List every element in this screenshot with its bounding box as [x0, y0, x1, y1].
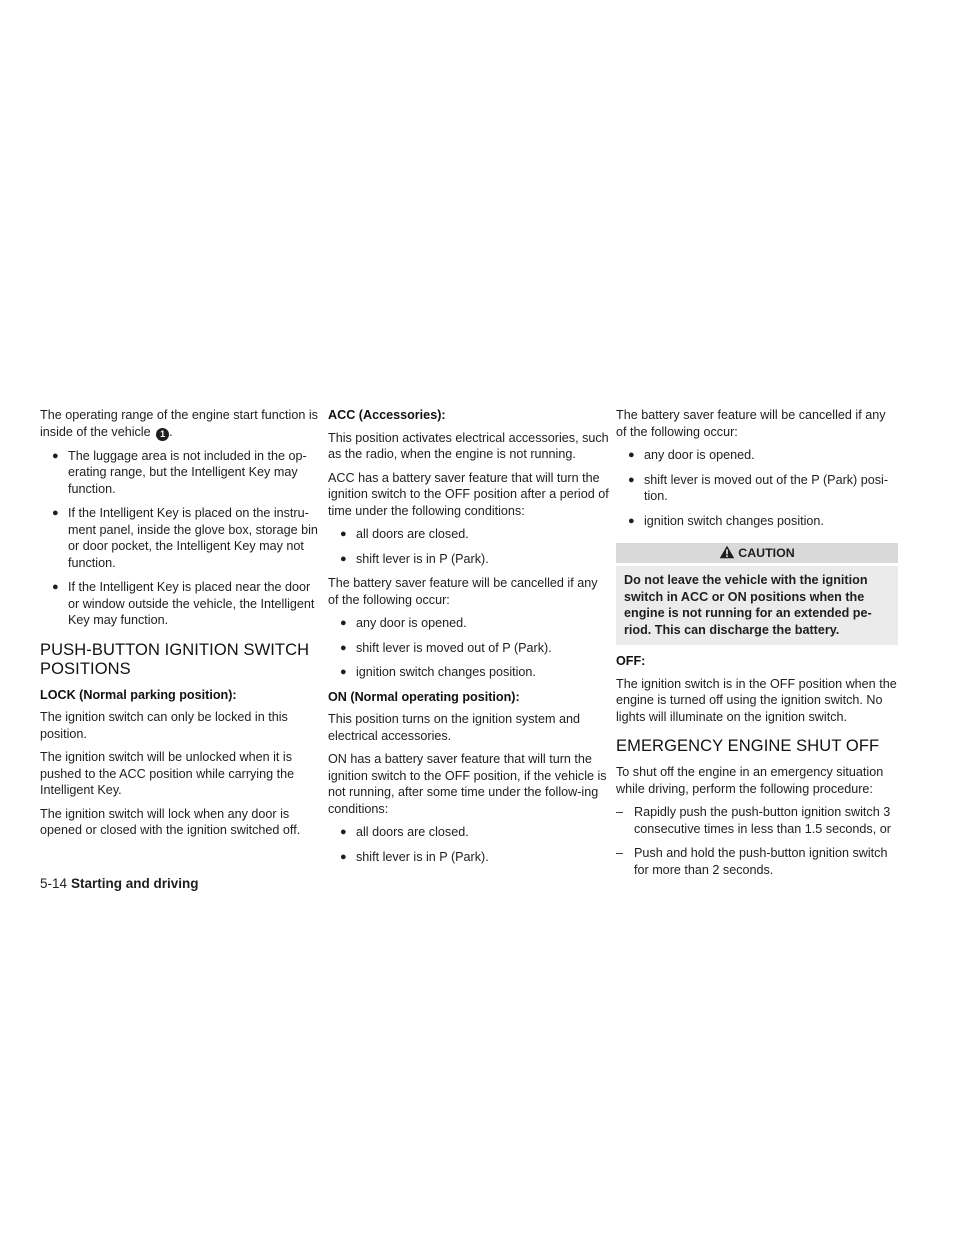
list-item: ● The luggage area is not included in the op-erating range, but the Intelligent Key may function.: [52, 448, 307, 496]
list-item: ● ignition switch changes position.: [340, 665, 536, 679]
list-item: ● shift lever is in P (Park).: [340, 551, 489, 566]
caution-header: [616, 543, 898, 563]
procedure-steps: [616, 804, 898, 878]
bullet-icon: ●: [52, 507, 59, 519]
paragraph: The battery saver feature will be cancelled if any of the following occur:: [328, 576, 598, 607]
list-item: ● any door is opened.: [340, 616, 467, 630]
list-item: ● shift lever is moved out of the P (Park) posi-tion.: [628, 472, 889, 503]
paragraph: ON has a battery saver feature that will turn the ignition switch to the OFF position, if the vehicle is not running, after some time under the follow-ing conditions:: [328, 752, 607, 816]
bullet-icon: ●: [340, 617, 347, 629]
list-item: ● ignition switch changes position.: [628, 513, 824, 528]
range-bullets: [40, 448, 322, 629]
paragraph: The ignition switch will be unlocked when it is pushed to the ACC position while carrying the Intelligent Key.: [40, 750, 295, 797]
list-item: ● shift lever is in P (Park).: [340, 849, 489, 864]
paragraph: This position turns on the ignition system and electrical accessories.: [328, 712, 581, 743]
list-item: ● If the Intelligent Key is placed on the instru-ment panel, inside the glove box, storage bin or door pocket, the Intelligent Key may not function.: [52, 506, 318, 570]
acc-cancel-conditions: [328, 615, 610, 681]
list-item: – Push and hold the push-button ignition switch for more than 2 seconds.: [616, 846, 888, 877]
column-3: [616, 407, 898, 886]
list-item: ● shift lever is moved out of P (Park).: [340, 640, 552, 655]
page-footer: [40, 876, 199, 891]
paragraph: ACC has a battery saver feature that will turn the ignition switch to the OFF position after a period of time under the following conditions:: [328, 470, 609, 518]
list-item: ● all doors are closed.: [340, 825, 469, 839]
off-title: OFF:: [616, 654, 646, 668]
paragraph: The battery saver feature will be cancelled if any of the following occur:: [616, 408, 886, 439]
bullet-icon: ●: [340, 641, 347, 654]
page-number: 5-14: [40, 876, 68, 891]
list-item: ● any door is opened.: [628, 448, 755, 462]
bullet-icon: ●: [52, 449, 59, 462]
list-item: ● If the Intelligent Key is placed near the door or window outside the vehicle, the Intelligent Key may function.: [52, 580, 315, 627]
bullet-icon: ●: [628, 514, 635, 527]
paragraph: The ignition switch can only be locked in this position.: [40, 710, 288, 741]
dash-icon: –: [616, 846, 624, 860]
bullet-icon: ●: [340, 826, 347, 838]
bullet-icon: ●: [628, 449, 635, 461]
on-conditions: [328, 824, 610, 865]
on-title: ON (Normal operating position):: [328, 689, 520, 704]
paragraph: This position activates electrical accessories, such as the radio, when the engine is not running.: [328, 430, 609, 461]
bullet-icon: ●: [628, 473, 635, 486]
column-2: [328, 407, 610, 873]
bullet-icon: ●: [340, 666, 347, 678]
lock-title: LOCK (Normal parking position):: [40, 687, 237, 702]
section-name: Starting and driving: [71, 876, 199, 891]
caution-title: CAUTION: [738, 546, 795, 560]
section-heading: EMERGENCY ENGINE SHUT OFF: [616, 737, 880, 755]
bullet-icon: ●: [340, 528, 347, 540]
paragraph: The ignition switch is in the OFF position when the engine is turned off using the ignition switch. No lights will illuminate on the ignition switch.: [616, 676, 897, 724]
list-item: ● all doors are closed.: [340, 527, 469, 541]
dash-icon: –: [616, 805, 624, 819]
caution-box: [616, 543, 898, 645]
bullet-icon: ●: [52, 581, 59, 593]
warning-icon: [719, 545, 735, 559]
acc-conditions: [328, 526, 610, 567]
bullet-icon: ●: [340, 850, 347, 863]
acc-title: ACC (Accessories):: [328, 408, 446, 422]
paragraph: The ignition switch will lock when any door is opened or closed with the ignition switched off.: [40, 806, 301, 837]
cancel-conditions: [616, 447, 898, 529]
section-heading: PUSH-BUTTON IGNITION SWITCH POSITIONS: [40, 640, 310, 678]
paragraph: To shut off the engine in an emergency situation while driving, perform the following procedure:: [616, 765, 884, 796]
callout-marker: 1: [156, 428, 169, 441]
list-item: – Rapidly push the push-button ignition switch 3 consecutive times in less than 1.5 seconds, or: [616, 805, 891, 836]
column-1: [40, 407, 322, 846]
bullet-icon: ●: [340, 552, 347, 565]
caution-text: Do not leave the vehicle with the ignition switch in ACC or ON positions when the engine is not running for an extended pe-riod. This can discharge the battery.: [616, 566, 898, 645]
intro-paragraph: The operating range of the engine start function is inside of the vehicle 1 .: [40, 408, 318, 439]
